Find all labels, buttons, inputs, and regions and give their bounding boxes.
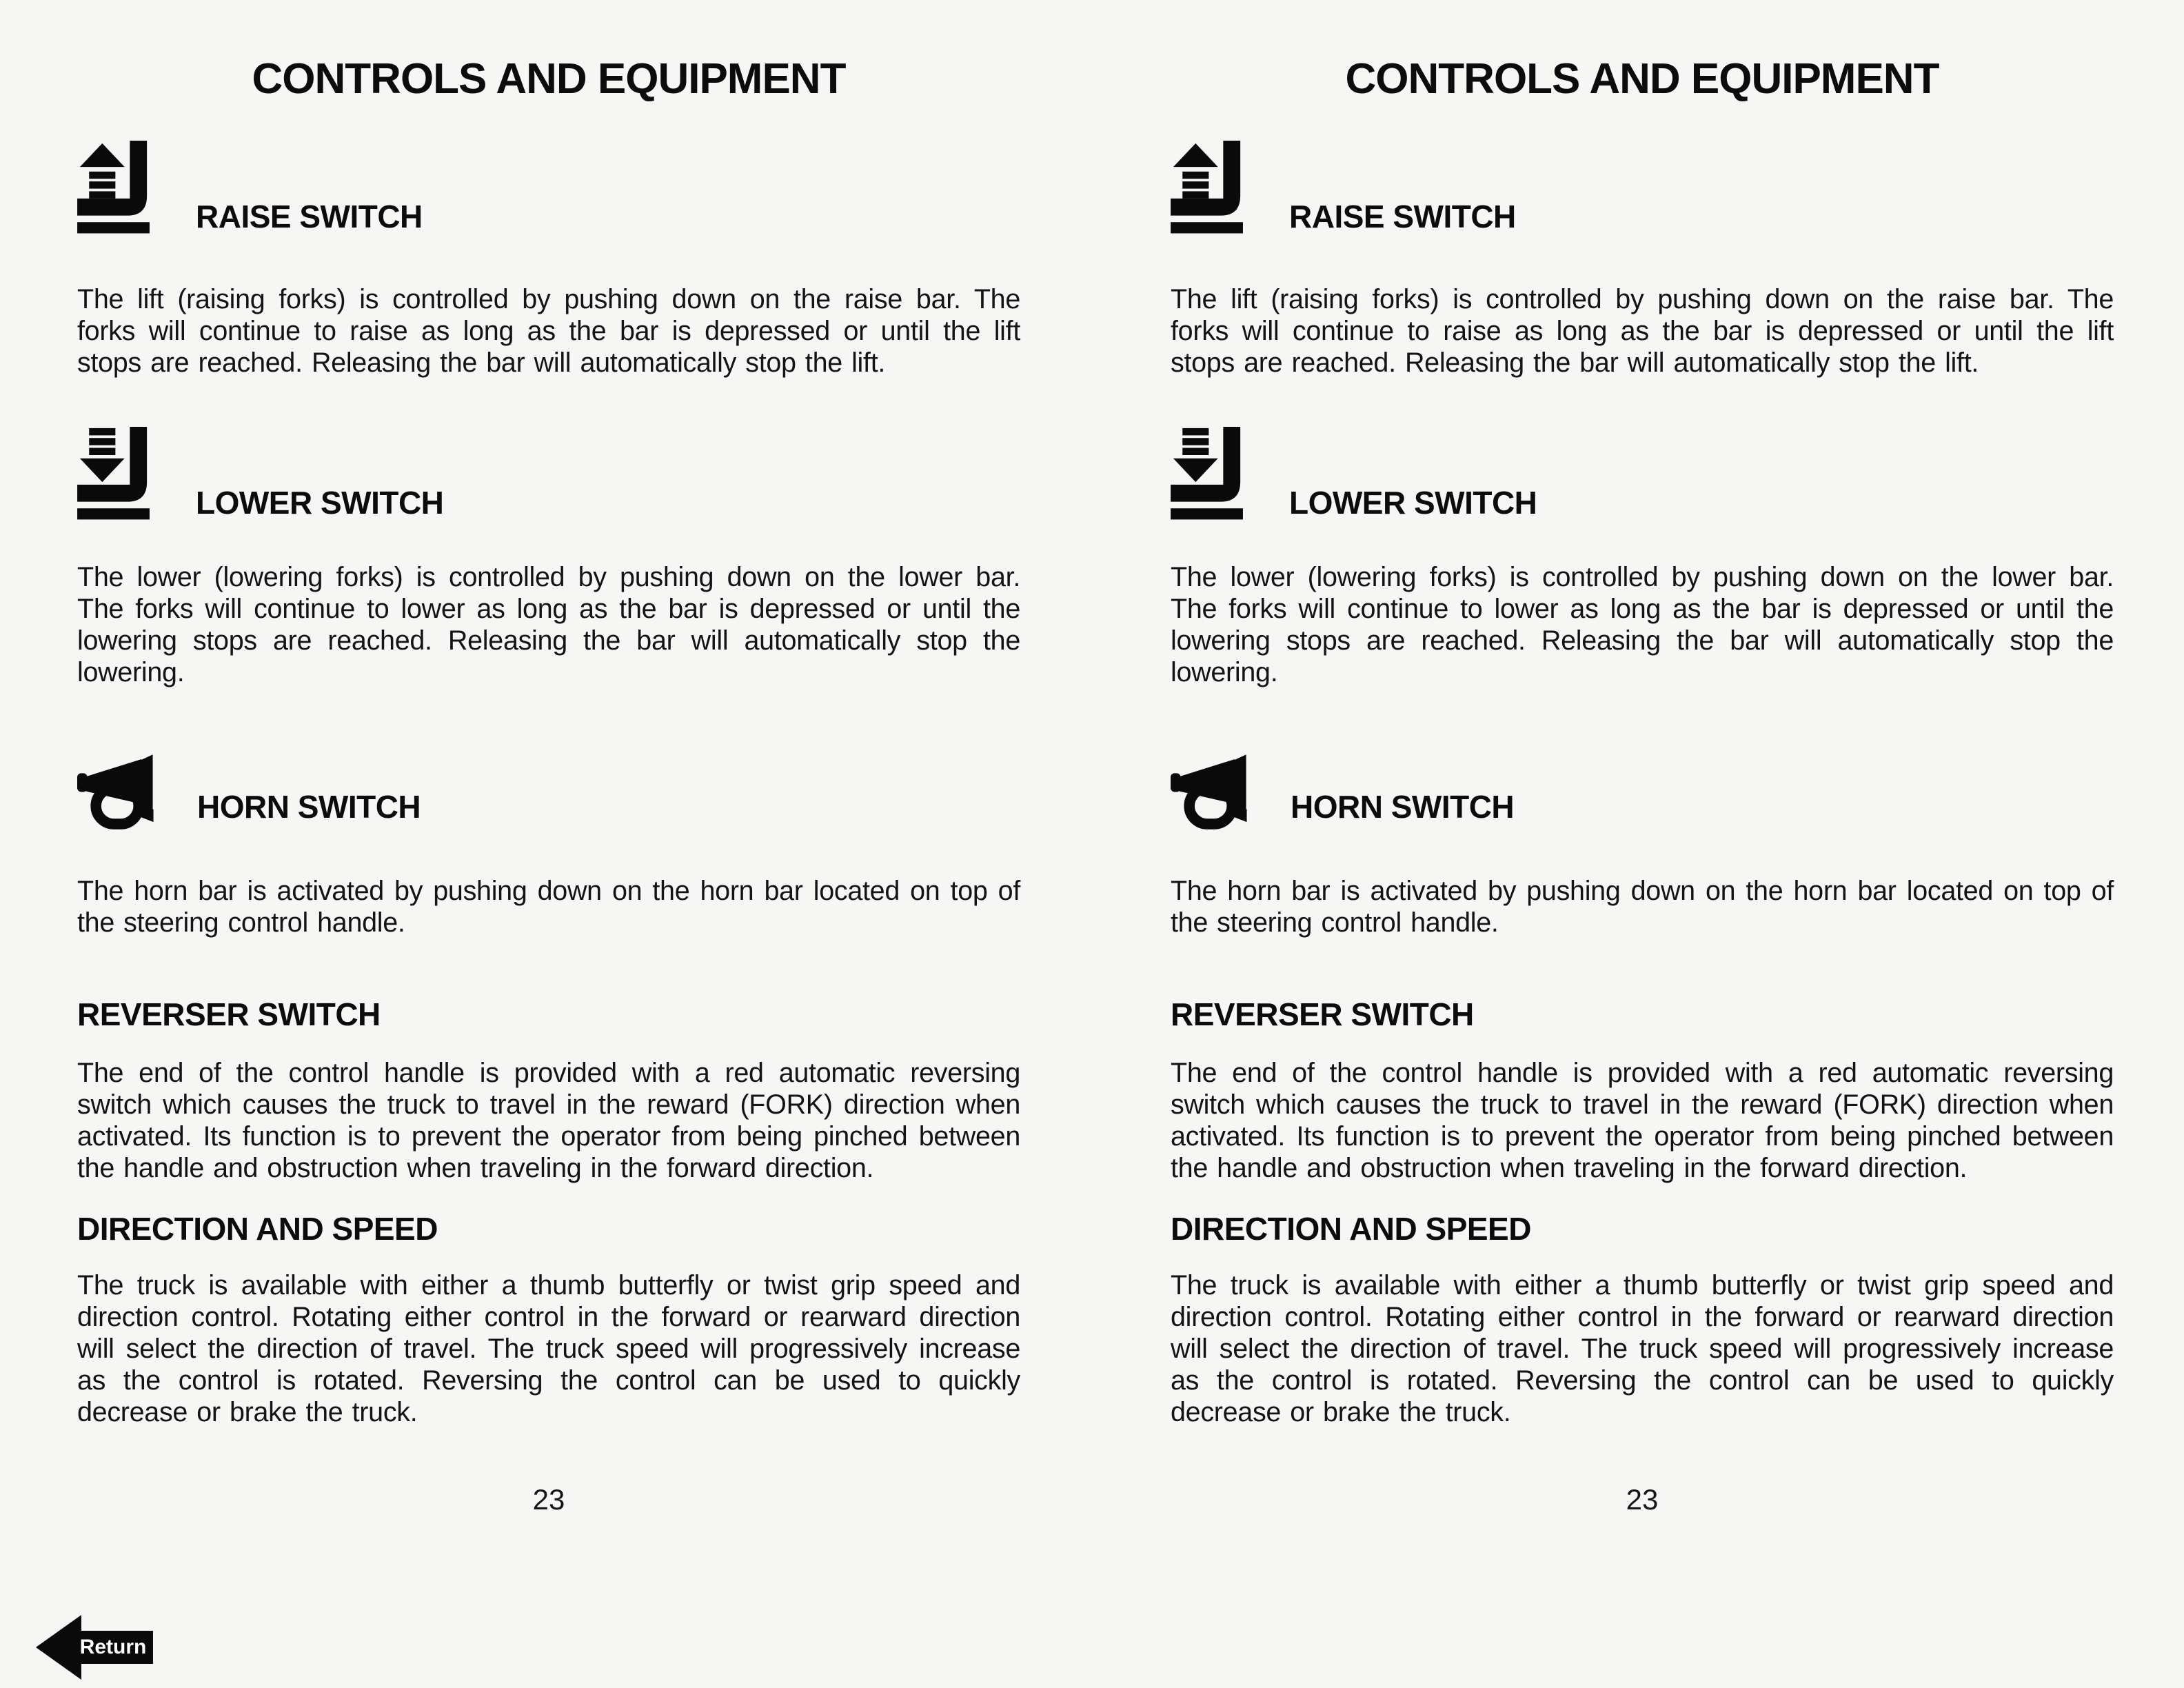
raise-switch-paragraph: The lift (raising forks) is controlled by pushing down on the raise bar. The forks will continue to raise as long as the bar is depressed or until the lift stops are reached. Releasing the bar will automatically stop the lift. bbox=[77, 284, 1020, 378]
return-button[interactable] bbox=[36, 1615, 154, 1680]
lower-switch-row bbox=[1171, 427, 2114, 525]
reverser-switch-paragraph: The end of the control handle is provided with a red automatic reversing switch which causes the truck to travel in the reward (FORK) direction when activated. Its function is to prevent the operator from being pinched between the handle and obstruction when traveling in the forward direction. bbox=[77, 1057, 1020, 1183]
page-number: 23 bbox=[1626, 1483, 1659, 1516]
return-label-box bbox=[73, 1631, 153, 1664]
reverser-switch-heading: REVERSER SWITCH bbox=[1171, 996, 1474, 1032]
direction-speed-paragraph: The truck is available with either a thumb butterfly or twist grip speed and direction control. Rotating either control in the forward or rearward direction will select the direction of travel. The truck speed will progressively increase as the control is rotated. Reversing the control can be used to quickly decrease or brake the truck. bbox=[1171, 1270, 2114, 1428]
raise-switch-row bbox=[77, 141, 1020, 239]
direction-speed-heading: DIRECTION AND SPEED bbox=[77, 1210, 438, 1247]
reverser-switch-paragraph: The end of the control handle is provided with a red automatic reversing switch which causes the truck to travel in the reward (FORK) direction when activated. Its function is to prevent the operator from being pinched between the handle and obstruction when traveling in the forward direction. bbox=[1171, 1057, 2114, 1183]
fork-lower-icon bbox=[77, 427, 164, 525]
horn-switch-row bbox=[1171, 754, 2114, 830]
lower-switch-row bbox=[77, 427, 1020, 525]
horn-switch-heading: HORN SWITCH bbox=[1291, 789, 1515, 825]
horn-switch-paragraph: The horn bar is activated by pushing down on the horn bar located on top of the steering control handle. bbox=[1171, 876, 2114, 938]
page-number: 23 bbox=[532, 1483, 565, 1516]
raise-switch-heading: RAISE SWITCH bbox=[196, 199, 423, 234]
page-title: CONTROLS AND EQUIPMENT bbox=[252, 55, 846, 103]
raise-switch-row bbox=[1171, 141, 2114, 239]
lower-switch-paragraph: The lower (lowering forks) is controlled by pushing down on the lower bar. The forks will continue to lower as long as the bar is depressed or until the lowering stops are reached. Releasing the bar will automatically stop the lowering. bbox=[1171, 562, 2114, 687]
horn-switch-row bbox=[77, 754, 1020, 830]
lower-switch-paragraph: The lower (lowering forks) is controlled by pushing down on the lower bar. The forks will continue to lower as long as the bar is depressed or until the lowering stops are reached. Releasing the bar will automatically stop the lowering. bbox=[77, 562, 1020, 687]
direction-speed-paragraph: The truck is available with either a thumb butterfly or twist grip speed and direction control. Rotating either control in the forward or rearward direction will select the direction of travel. The truck speed will progressively increase as the control is rotated. Reversing the control can be used to quickly decrease or brake the truck. bbox=[77, 1270, 1020, 1428]
reverser-switch-heading: REVERSER SWITCH bbox=[77, 996, 381, 1032]
horn-icon bbox=[1171, 754, 1259, 830]
fork-lower-icon bbox=[1171, 427, 1257, 525]
lower-switch-heading: LOWER SWITCH bbox=[196, 485, 444, 521]
page-column-right bbox=[1171, 0, 2114, 1516]
raise-switch-paragraph: The lift (raising forks) is controlled by pushing down on the raise bar. The forks will continue to raise as long as the bar is depressed or until the lift stops are reached. Releasing the bar will automatically stop the lift. bbox=[1171, 284, 2114, 378]
fork-raise-icon bbox=[1171, 141, 1257, 239]
raise-switch-heading: RAISE SWITCH bbox=[1289, 199, 1516, 234]
fork-raise-icon bbox=[77, 141, 164, 239]
lower-switch-heading: LOWER SWITCH bbox=[1289, 485, 1537, 521]
return-label: Return bbox=[79, 1636, 147, 1658]
page-title: CONTROLS AND EQUIPMENT bbox=[1345, 55, 1939, 103]
horn-icon bbox=[77, 754, 165, 830]
page-column-left bbox=[77, 0, 1020, 1516]
horn-switch-heading: HORN SWITCH bbox=[197, 789, 421, 825]
direction-speed-heading: DIRECTION AND SPEED bbox=[1171, 1210, 1531, 1247]
horn-switch-paragraph: The horn bar is activated by pushing down on the horn bar located on top of the steering control handle. bbox=[77, 876, 1020, 938]
